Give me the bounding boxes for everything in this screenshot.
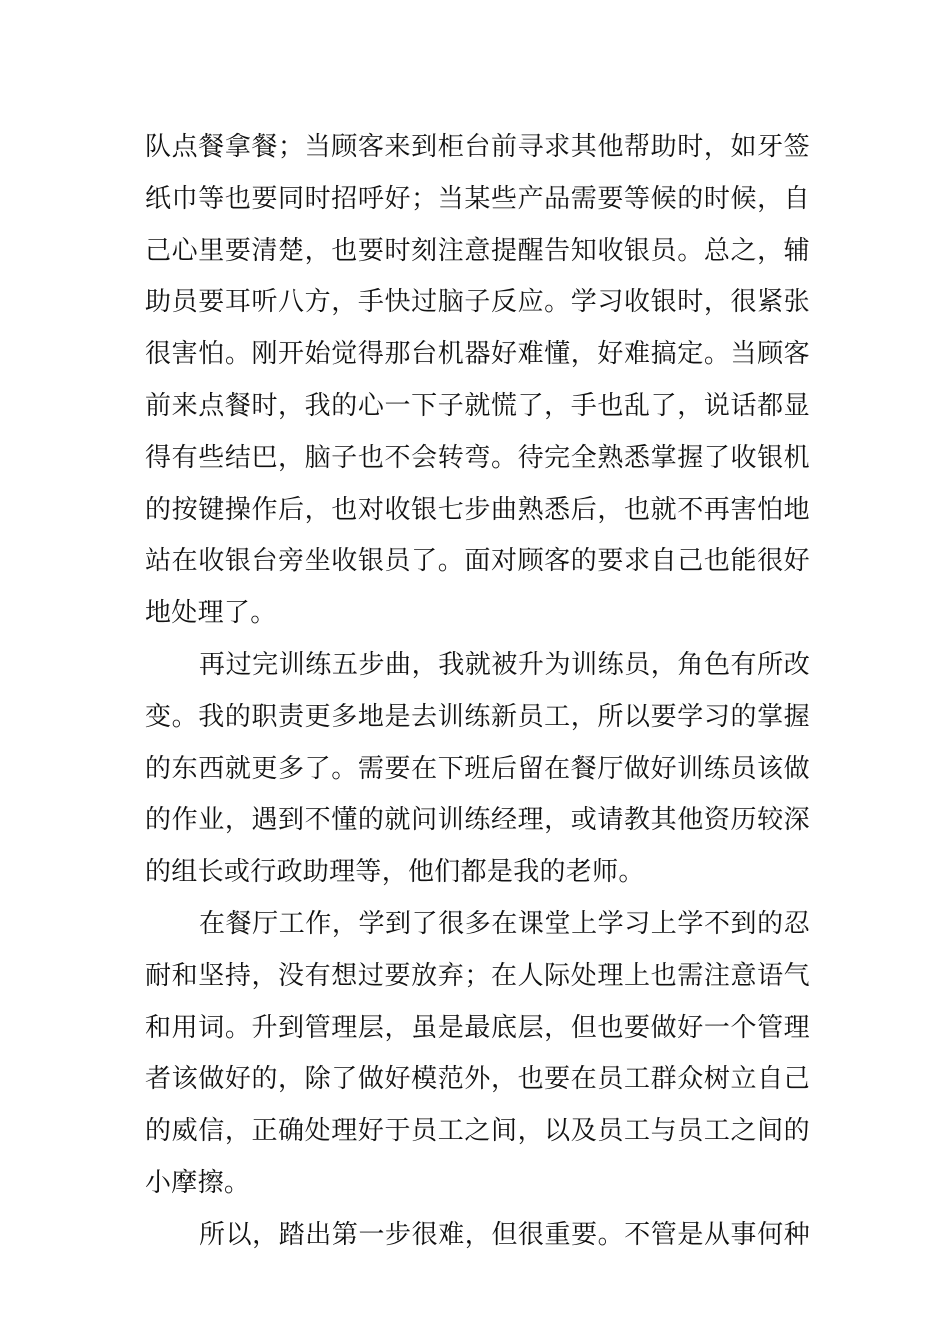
paragraph (145, 1210, 810, 1262)
text-line: 小摩擦。 (145, 1167, 251, 1198)
text-line: 队点餐拿餐；当顾客来到柜台前寻求其他帮助时，如牙签 (145, 132, 810, 162)
paragraph (145, 122, 810, 640)
text-line: 己心里要清楚，也要时刻注意提醒告知收银员。总之，辅 (145, 235, 810, 266)
text-line: 的组长或行政助理等，他们都是我的老师。 (145, 857, 645, 888)
text-line: 的威信，正确处理好于员工之间，以及员工与员工之间的 (145, 1116, 810, 1147)
text-line: 纸巾等也要同时招呼好；当某些产品需要等候的时候，自 (145, 183, 810, 214)
text-line: 再过完训练五步曲，我就被升为训练员，角色有所改 (199, 649, 810, 680)
text-line: 助员要耳听八方，手快过脑子反应。学习收银时，很紧张 (145, 287, 810, 318)
paragraph (145, 899, 810, 1210)
text-line: 很害怕。刚开始觉得那台机器好难懂，好难搞定。当顾客 (145, 339, 810, 370)
text-line: 前来点餐时，我的心一下子就慌了，手也乱了，说话都显 (145, 390, 810, 421)
text-line: 在餐厅工作，学到了很多在课堂上学习上学不到的忍 (199, 908, 810, 939)
text-line: 所以，踏出第一步很难，但很重要。不管是从事何种 (199, 1219, 810, 1250)
text-line: 得有些结巴，脑子也不会转弯。待完全熟悉掌握了收银机 (145, 442, 810, 473)
text-line: 的按键操作后，也对收银七步曲熟悉后，也就不再害怕地 (145, 494, 810, 525)
text-line: 者该做好的，除了做好模范外，也要在员工群众树立自己 (145, 1064, 810, 1095)
document-body (145, 122, 810, 1262)
text-line: 的作业，遇到不懂的就问训练经理，或请教其他资历较深 (145, 805, 810, 836)
text-line: 和用词。升到管理层，虽是最底层，但也要做好一个管理 (145, 1012, 810, 1043)
text-line: 地处理了。 (145, 598, 277, 629)
text-line: 站在收银台旁坐收银员了。面对顾客的要求自己也能很好 (145, 546, 810, 577)
text-line: 变。我的职责更多地是去训练新员工，所以要学习的掌握 (145, 701, 810, 732)
paragraph (145, 640, 810, 899)
text-line: 耐和坚持，没有想过要放弃；在人际处理上也需注意语气 (145, 960, 810, 991)
text-line: 的东西就更多了。需要在下班后留在餐厅做好训练员该做 (145, 753, 810, 784)
